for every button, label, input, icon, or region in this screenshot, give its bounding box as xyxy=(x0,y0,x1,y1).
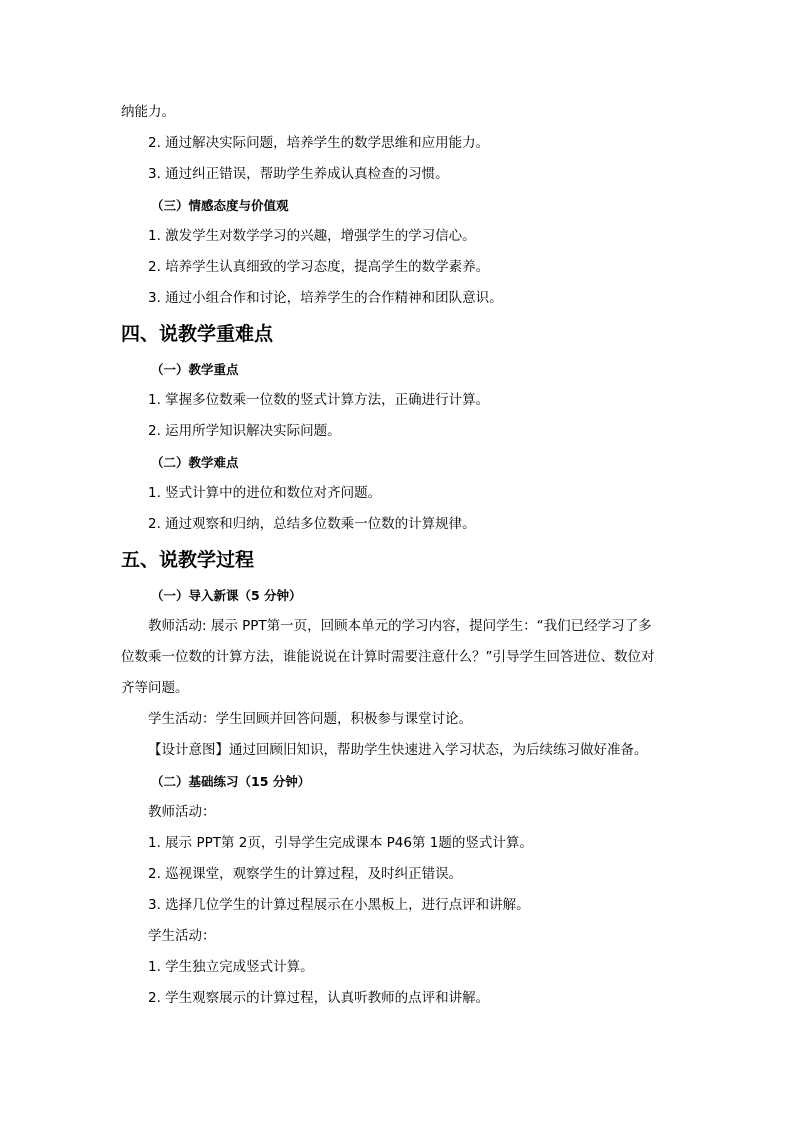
list-item: 2. 通过解决实际问题，培养学生的数学思维和应用能力。 xyxy=(148,135,490,151)
paragraph-continuation: 纳能力。 xyxy=(121,104,175,120)
paragraph-line: 齐等问题。 xyxy=(121,680,189,696)
design-intent-paragraph: 【设计意图】通过回顾旧知识，帮助学生快速进入学习状态，为后续练习做好准备。 xyxy=(148,742,648,758)
paragraph-line: 教师活动: 展示 PPT第一页，回顾本单元的学习内容，提问学生：“我们已经学习了多 xyxy=(148,618,652,634)
paragraph: 学生活动： xyxy=(148,928,216,944)
list-item: 3. 通过纠正错误，帮助学生养成认真检查的习惯。 xyxy=(148,166,449,182)
paragraph: 学生活动：学生回顾并回答问题，积极参与课堂讨论。 xyxy=(148,711,472,727)
list-item: 2. 通过观察和归纳，总结多位数乘一位数的计算规律。 xyxy=(148,516,476,532)
subsection-heading: （二）教学难点 xyxy=(151,455,239,470)
list-item: 1. 展示 PPT第 2页，引导学生完成课本 P46第 1题的竖式计算。 xyxy=(148,835,533,851)
list-item: 1. 学生独立完成竖式计算。 xyxy=(148,959,314,975)
paragraph: 教师活动： xyxy=(148,804,216,820)
section-heading: 五、说教学过程 xyxy=(121,549,255,571)
list-item: 2. 运用所学知识解决实际问题。 xyxy=(148,423,341,439)
list-item: 3. 选择几位学生的计算过程展示在小黑板上，进行点评和讲解。 xyxy=(148,897,530,913)
list-item: 1. 竖式计算中的进位和数位对齐问题。 xyxy=(148,485,382,501)
list-item: 3. 通过小组合作和讨论，培养学生的合作精神和团队意识。 xyxy=(148,290,503,306)
list-item: 1. 掌握多位数乘一位数的竖式计算方法，正确进行计算。 xyxy=(148,392,490,408)
subsection-heading: （一）教学重点 xyxy=(151,362,239,377)
subsection-heading: （三）情感态度与价值观 xyxy=(151,198,289,213)
list-item: 1. 激发学生对数学学习的兴趣，增强学生的学习信心。 xyxy=(148,228,476,244)
subsection-heading: （一）导入新课（5 分钟） xyxy=(151,588,302,603)
subsection-heading: （二）基础练习（15 分钟） xyxy=(151,774,311,789)
list-item: 2. 学生观察展示的计算过程，认真听教师的点评和讲解。 xyxy=(148,990,490,1006)
paragraph-line: 位数乘一位数的计算方法，谁能说说在计算时需要注意什么？”引导学生回答进位、数位对 xyxy=(121,649,655,665)
list-item: 2. 巡视课堂，观察学生的计算过程，及时纠正错误。 xyxy=(148,866,463,882)
list-item: 2. 培养学生认真细致的学习态度，提高学生的数学素养。 xyxy=(148,259,490,275)
document-page xyxy=(121,97,681,1014)
section-heading: 四、说教学重难点 xyxy=(121,323,274,345)
